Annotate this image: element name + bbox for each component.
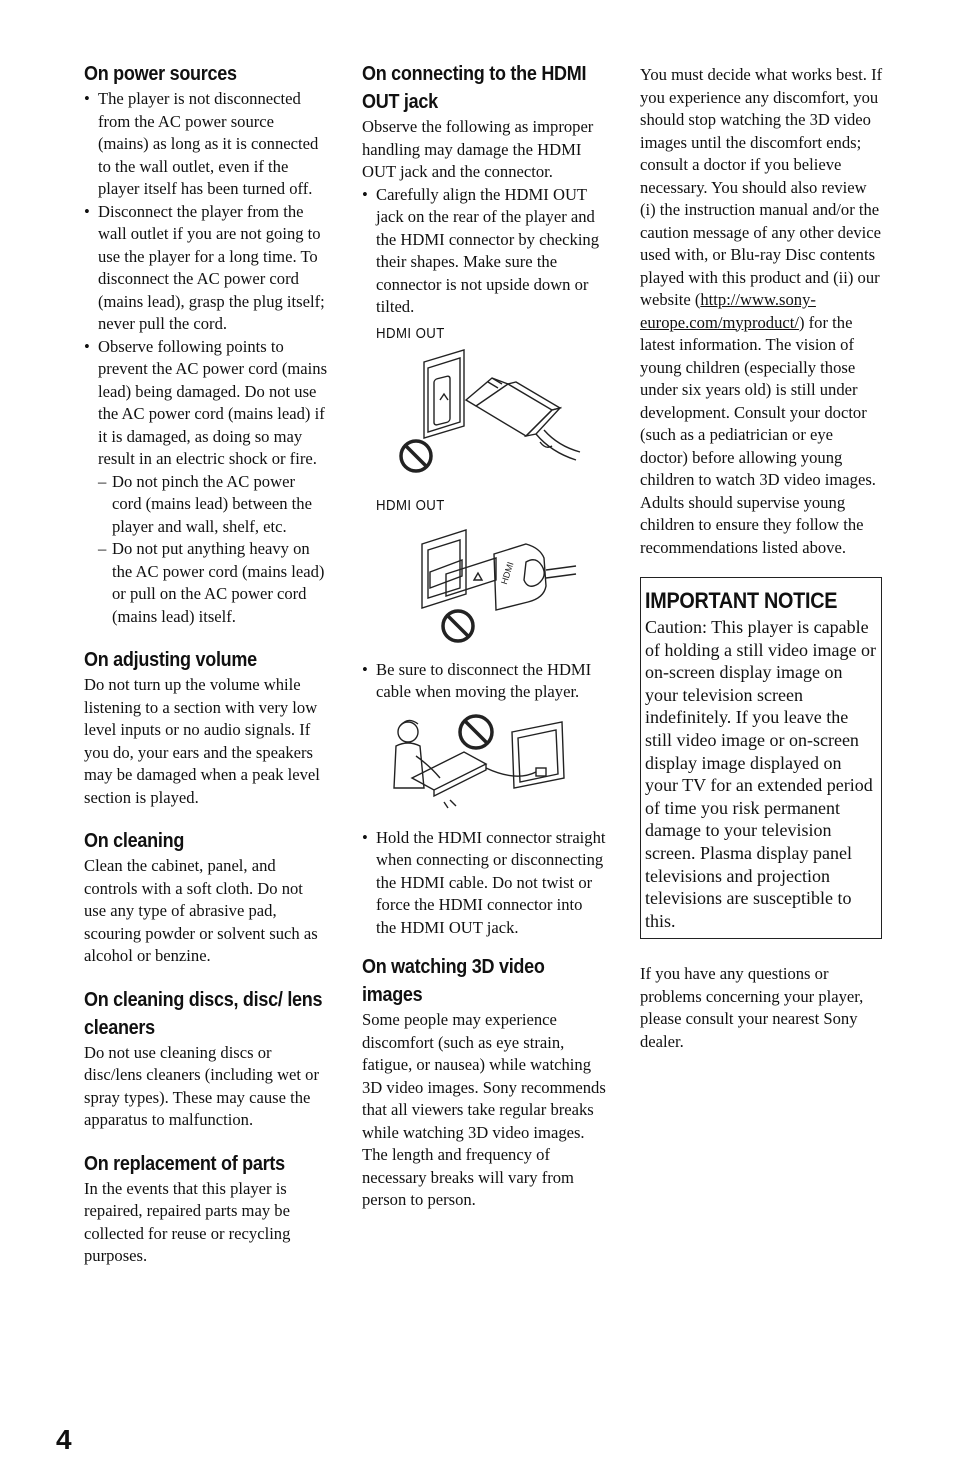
person-moving-player-illustration xyxy=(386,712,586,812)
column-right xyxy=(640,64,884,1053)
hdmi-bullet-list-2 xyxy=(362,659,606,704)
svg-text:HDMI: HDMI xyxy=(498,560,516,586)
hdmi-bullet-disconnect: • Be sure to disconnect the HDMI cable when moving the player. xyxy=(362,659,606,704)
hdmi-bullet-align: • Carefully align the HDMI OUT jack on the rear of the player and the HDMI connector by checking their shapes. Make sure the connector is not upside down or tilted. xyxy=(362,184,606,319)
3d-text-continued xyxy=(640,64,884,492)
cleaning-text: Clean the cabinet, panel, and controls with a soft cloth. Do not use any type of abrasive pad, scouring powder or solvent such as alcohol or benzine. xyxy=(84,856,318,965)
heading-power-sources: On power sources xyxy=(84,63,237,85)
hdmi-bullet-hold-straight: • Hold the HDMI connector straight when connecting or disconnecting the HDMI cable. Do not twist or force the HDMI connector into the HDMI OUT jack. xyxy=(362,827,606,940)
hdmi-misaligned-illustration xyxy=(376,342,606,482)
figure-label-hdmi-out: HDMI OUT xyxy=(376,324,445,342)
figure-hdmi-upside-down xyxy=(376,497,606,649)
prohibited-icon xyxy=(460,716,492,748)
discs-text: Do not use cleaning discs or disc/lens cleaners (including wet or spray types). These may cause the apparatus to malfunction. xyxy=(84,1042,320,1129)
column-middle xyxy=(362,60,606,1230)
volume-text: Do not turn up the volume while listening to a section with very low level inputs or no audio signals. If you do, your ears and the speakers may be damaged when a peak level section is played. xyxy=(84,675,320,807)
section-adjusting-volume xyxy=(84,646,328,809)
3d-adults-text: Adults should supervise young children to ensure they follow the recommendations listed above. xyxy=(640,492,864,557)
3d-cont-before: You must decide what works best. If you experience any discomfort, you should stop watching the 3D video images until the discomfort ends; consult a doctor if you believe necessary. You should also review (i) the instruction manual and/or the caution message of any other device used with, or Blu-ray Disc contents played with this product and (ii) our website ( xyxy=(640,65,883,309)
hdmi-bullet-list xyxy=(362,184,606,319)
power-bullet: • Observe following points to prevent the AC power cord (mains lead) being damaged. Do not use the AC power cord (mains lead) if it is damaged, as doing so may result in an electric shock or fire. xyxy=(84,336,328,471)
important-notice-box xyxy=(640,577,882,939)
figure-label-hdmi-out: HDMI OUT xyxy=(376,496,445,514)
power-bullet-list xyxy=(84,88,328,471)
hdmi-intro: Observe the following as improper handling may damage the HDMI OUT jack and the connector. xyxy=(362,117,594,181)
prohibited-icon xyxy=(401,441,431,471)
section-cleaning-discs xyxy=(84,986,328,1132)
page-number: 4 xyxy=(56,1424,72,1455)
hdmi-bullet-list-3 xyxy=(362,827,606,940)
power-bullet: • The player is not disconnected from the AC power source (mains) as long as it is connected to the wall outlet, even if the player itself has been turned off. xyxy=(84,88,328,201)
3d-text: Some people may experience discomfort (such as eye strain, fatigue, or nausea) while watching 3D video images. Sony recommends that all viewers take regular breaks while watching 3D video images. The length and frequency of necessary breaks will vary from person to person. xyxy=(362,1010,606,1209)
power-dash-list xyxy=(98,471,328,629)
section-cleaning xyxy=(84,827,328,968)
heading-3d-video: On watching 3D video images xyxy=(362,956,545,1006)
power-bullet: • Disconnect the player from the wall outlet if you are not going to use the player for a long time. To disconnect the AC power cord (mains lead), grasp the plug itself; never pull the cord. xyxy=(84,201,328,336)
prohibited-icon xyxy=(443,611,473,641)
power-dash-item: – Do not put anything heavy on the AC power cord (mains lead) or pull on the AC power cord (mains lead) itself. xyxy=(98,538,328,628)
heading-cleaning: On cleaning xyxy=(84,830,185,852)
figure-moving-player xyxy=(386,712,606,817)
3d-cont-after: ) for the latest information. The vision of young children (especially those under six years old) is still under development. Consult your doctor (such as a pediatrician or eye doctor) before allowing young children to watch 3D video images. xyxy=(640,312,876,489)
heading-hdmi: On connecting to the HDMI OUT jack xyxy=(362,63,587,113)
parts-text: In the events that this player is repaired, repaired parts may be collected for reuse or recycling purposes. xyxy=(84,1178,291,1265)
heading-cleaning-discs: On cleaning discs, disc/ lens cleaners xyxy=(84,988,323,1039)
column-left xyxy=(84,60,328,1286)
section-replacement-parts xyxy=(84,1150,328,1268)
section-power-sources xyxy=(84,60,328,628)
dealer-text: If you have any questions or problems concerning your player, please consult your nearest Sony dealer. xyxy=(640,964,864,1051)
sony-website-link[interactable]: http://www.sony-europe.com/myproduct/ xyxy=(640,290,816,332)
heading-replacement-parts: On replacement of parts xyxy=(84,1152,285,1175)
hdmi-upside-down-illustration xyxy=(376,514,606,644)
heading-important-notice: IMPORTANT NOTICE xyxy=(645,588,838,613)
figure-hdmi-wrong-angle xyxy=(376,325,606,487)
section-hdmi xyxy=(362,60,606,939)
power-dash-item: – Do not pinch the AC power cord (mains lead) between the player and wall, shelf, etc. xyxy=(98,471,328,539)
heading-adjusting-volume: On adjusting volume xyxy=(84,649,257,671)
section-3d-video xyxy=(362,953,606,1212)
notice-text: Caution: This player is capable of holding a still video image or on-screen display image on your television screen indefinitely. If you leave the still video image or on-screen display image displayed on your TV for an extended period of time you risk permanent damage to your television screen. Plasma display panel televisions and projection televisions are susceptible to this. xyxy=(645,617,876,931)
